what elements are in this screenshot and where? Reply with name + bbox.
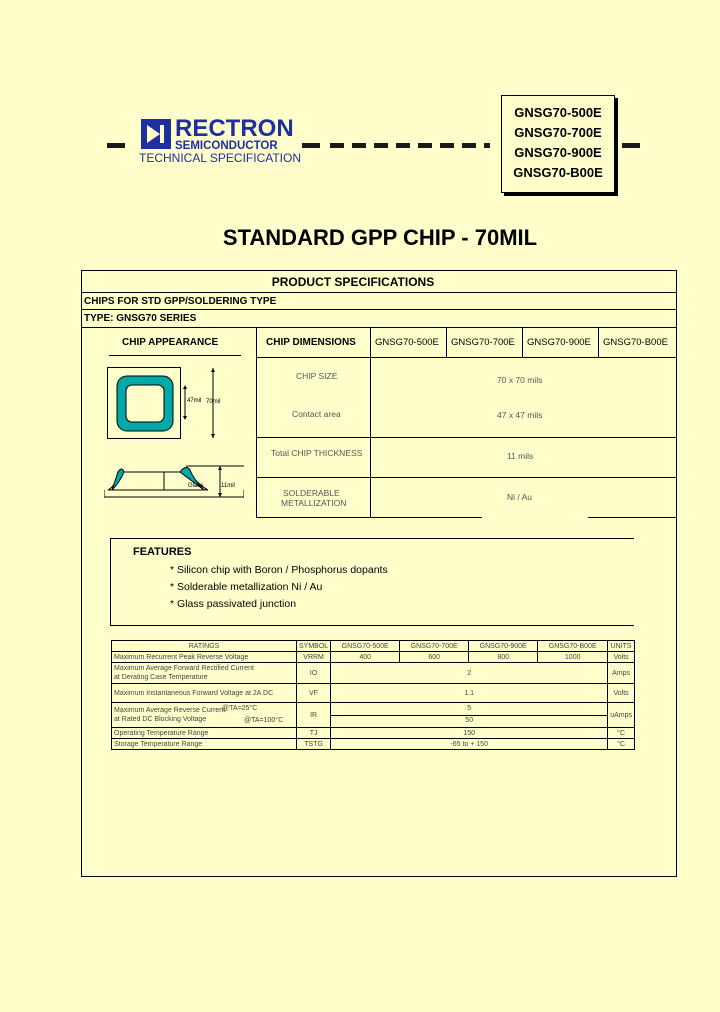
rule	[109, 355, 241, 356]
column-header: GNSG70-700E	[451, 337, 515, 348]
rule	[588, 517, 676, 518]
rating-label-line: at Rated DC Blocking Voltage	[114, 716, 207, 723]
spec-label: TECHNICAL SPECIFICATION	[139, 151, 302, 165]
rule	[256, 437, 676, 438]
rating-unit: Amps	[608, 663, 635, 684]
header-rule-left	[107, 143, 125, 148]
rating-condition: @TA=25°C	[222, 705, 258, 712]
rule	[522, 327, 523, 357]
table-header: UNITS	[608, 641, 635, 652]
rating-value: 1000	[538, 652, 608, 663]
table-header: GNSG70-B00E	[538, 641, 608, 652]
rating-label-line: at Derating Case Temperature	[114, 674, 208, 681]
table-row	[112, 728, 635, 739]
part-number-box	[501, 95, 615, 193]
rating-condition: @TA=100°C	[244, 717, 284, 724]
rating-symbol: IR	[297, 703, 331, 728]
rating-label	[112, 663, 297, 684]
rating-label	[112, 703, 297, 728]
rule	[256, 327, 257, 517]
table-row	[112, 663, 635, 684]
rating-unit: uAmps	[608, 703, 635, 728]
column-header: GNSG70-B00E	[603, 337, 668, 348]
rating-label-line: Maximum Average Forward Rectified Current	[114, 665, 254, 672]
spec-line-1: CHIPS FOR STD GPP/SOLDERING TYPE	[84, 296, 277, 307]
rating-symbol: IO	[297, 663, 331, 684]
header-rule-left-2	[302, 143, 320, 148]
rating-symbol: TSTG	[297, 739, 331, 750]
brand-name: RECTRON	[175, 115, 294, 142]
column-header: GNSG70-900E	[527, 337, 591, 348]
rule	[110, 625, 634, 626]
table-header: GNSG70-500E	[331, 641, 400, 652]
rule	[81, 309, 676, 310]
part-number: GNSG70-B00E	[513, 165, 603, 180]
table-header: GNSG70-700E	[400, 641, 469, 652]
rule	[256, 357, 676, 358]
chip-appearance-label: CHIP APPEARANCE	[122, 337, 219, 348]
features-title: FEATURES	[133, 546, 192, 558]
spec-heading: PRODUCT SPECIFICATIONS	[271, 275, 435, 289]
metallization-value: Ni / Au	[507, 492, 533, 502]
rating-value: 400	[331, 652, 400, 663]
table-header-row	[112, 641, 635, 652]
rating-value	[331, 703, 608, 728]
feature-item: * Solderable metallization Ni / Au	[170, 581, 323, 593]
rating-value: 800	[469, 652, 538, 663]
ratings-table	[111, 640, 635, 750]
rating-symbol: VF	[297, 684, 331, 703]
brand-sub: SEMICONDUCTOR	[175, 140, 278, 152]
header-rule-mid	[330, 143, 490, 148]
rating-unit: Volts	[608, 652, 635, 663]
rule	[81, 327, 676, 328]
chip-dimensions-label: CHIP DIMENSIONS	[266, 337, 356, 348]
rating-label: Maximum Recurrent Peak Reverse Voltage	[112, 652, 297, 663]
rating-label: Storage Temperature Range	[112, 739, 297, 750]
rating-label: Operating Temperature Range	[112, 728, 297, 739]
contact-area-value: 47 x 47 mils	[497, 410, 543, 420]
rating-unit: °C	[608, 739, 635, 750]
rule	[110, 538, 634, 539]
logo-icon	[141, 119, 171, 149]
features-box	[110, 538, 634, 626]
thickness-value: 11 mils	[507, 451, 534, 461]
table-header: GNSG70-900E	[469, 641, 538, 652]
rating-value: 150	[331, 728, 608, 739]
chip-side-view	[104, 460, 244, 502]
rule	[598, 327, 599, 357]
dimension-47-label: 47mil	[187, 398, 202, 404]
chip-size-label: CHIP SIZE	[296, 371, 338, 381]
rating-symbol: VRRM	[297, 652, 331, 663]
rule	[110, 538, 111, 626]
header-rule-right	[622, 143, 640, 148]
chip-size-value: 70 x 70 mils	[497, 375, 543, 385]
page-title: STANDARD GPP CHIP - 70MIL	[222, 225, 538, 250]
rule	[446, 327, 447, 357]
metallization-label-1: SOLDERABLE	[283, 488, 340, 498]
rating-value: 2	[331, 663, 608, 684]
table-header: RATINGS	[112, 641, 297, 652]
rating-value: -65 to + 150	[331, 739, 608, 750]
chip-top-view	[107, 367, 181, 439]
rating-unit: Volts	[608, 684, 635, 703]
rule	[370, 327, 371, 517]
rating-value: 600	[400, 652, 469, 663]
table-row	[112, 684, 635, 703]
dimension-70-label: 70mil	[206, 399, 221, 405]
part-number: GNSG70-900E	[514, 145, 602, 160]
metallization-label-2: METALLIZATION	[281, 498, 347, 508]
contact-area-label: Contact area	[292, 409, 341, 419]
table-row	[112, 703, 635, 728]
table-header: SYMBOL	[297, 641, 331, 652]
rating-symbol: TJ	[297, 728, 331, 739]
rule	[256, 517, 482, 518]
rating-value-line: 50	[465, 716, 474, 724]
dimension-glass-label: Glass	[188, 483, 204, 489]
rating-value-line: 5	[331, 704, 607, 716]
rule	[256, 477, 676, 478]
rating-unit: °C	[608, 728, 635, 739]
part-number: GNSG70-700E	[514, 125, 602, 140]
feature-item: * Glass passivated junction	[170, 598, 297, 610]
dimension-11-label: 11mil	[221, 483, 235, 489]
thickness-label: Total CHIP THICKNESS	[271, 448, 363, 458]
rule	[81, 292, 676, 293]
rating-label-line: Maximum Average Reverse Current	[114, 707, 226, 714]
column-header: GNSG70-500E	[375, 337, 439, 348]
rating-value: 1.1	[331, 684, 608, 703]
table-row	[112, 652, 635, 663]
table-row	[112, 739, 635, 750]
rating-label: Maximum Instantaneous Forward Voltage at 2A DC	[112, 684, 297, 703]
feature-item: * Silicon chip with Boron / Phosphorus dopants	[170, 564, 388, 576]
spec-line-2: TYPE: GNSG70 SERIES	[84, 313, 197, 324]
part-number: GNSG70-500E	[514, 105, 602, 120]
